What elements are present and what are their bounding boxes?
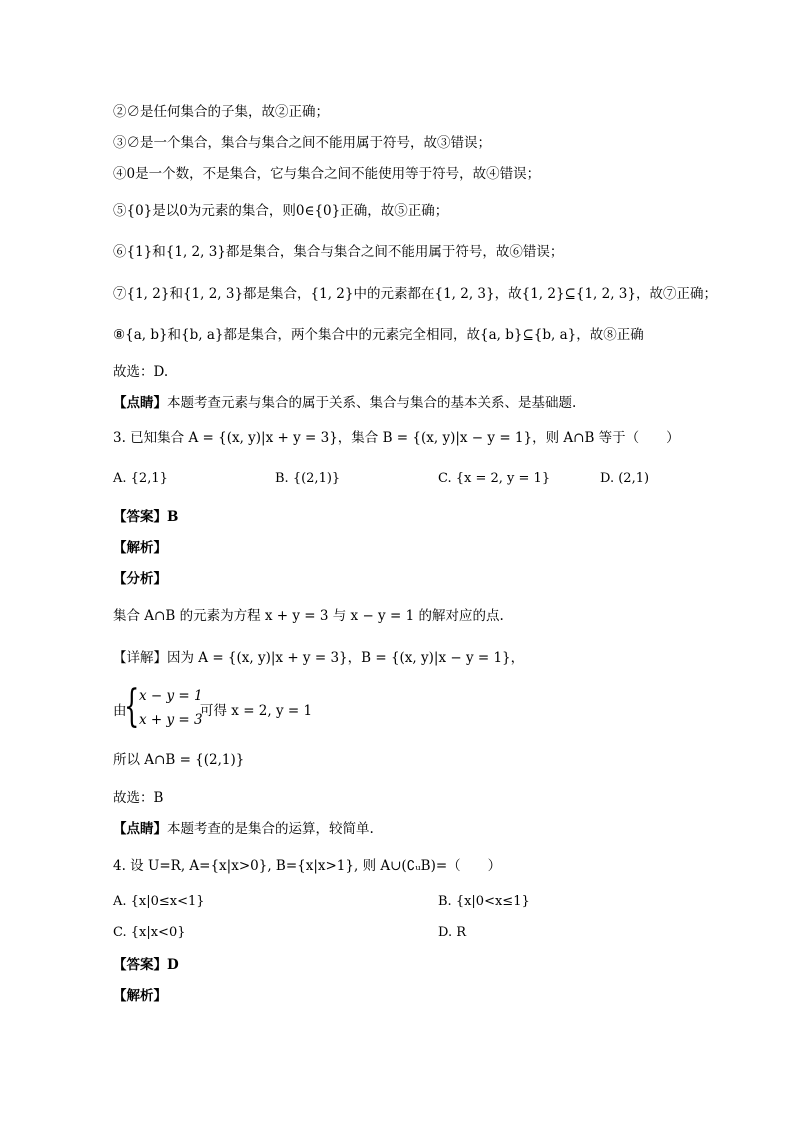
comment-tag: 【点睛】 [113, 395, 167, 411]
q4-option-c: C. {x|x<0} [113, 925, 186, 940]
comment-text-2: 本题考查的是集合的运算，较简单. [167, 821, 374, 837]
fenxi-heading: 【分析】 [113, 571, 167, 587]
solution-line-5: ⑤{0}是以0为元素的集合，则0∈{0}正确，故⑤正确； [113, 203, 449, 219]
comment-text: 本题考查元素与集合的属于关系、集合与集合的基本关系、是基础题. [167, 395, 577, 411]
analysis-heading-4: 【解析】 [113, 988, 167, 1004]
choice-b-line: 故选：B [113, 790, 164, 806]
q4-option-b: B. {x|0<x≤1} [438, 894, 530, 909]
solution-line-8: ⑧{a, b}和{b, a}都是集合，两个集合中的元素完全相同，故{a, b}⊆{b, a}，故⑧正确 [113, 327, 644, 343]
solution-line-2: ②∅是任何集合的子集，故②正确； [113, 104, 329, 120]
answer4-tag: 【答案】 [113, 957, 167, 973]
system-brace: { [124, 681, 140, 732]
system-prefix: 由 [113, 703, 127, 719]
result-line: 所以 A∩B = {(2,1)} [113, 752, 245, 768]
detail-line: 【详解】因为 A = {(x, y)|x + y = 3}，B = {(x, y)|x − y = 1}， [113, 650, 525, 666]
q3-option-b: B. {(2,1)} [275, 471, 341, 486]
question-3: 3. 已知集合 A = {(x, y)|x + y = 3}，集合 B = {(x, y)|x − y = 1}，则 A∩B 等于（ ） [113, 430, 680, 446]
fenxi-text: 集合 A∩B 的元素为方程 x + y = 3 与 x − y = 1 的解对应的点. [113, 608, 504, 624]
system-eq-1: x − y = 1 [139, 688, 203, 704]
solution-line-6: ⑥{1}和{1, 2, 3}都是集合，集合与集合之间不能用属于符号，故⑥错误； [113, 244, 564, 260]
answer-value: B [167, 509, 179, 525]
comment-line [113, 393, 576, 413]
q4-option-a: A. {x|0≤x<1} [113, 894, 205, 909]
q3-option-c: C. {x = 2, y = 1} [438, 471, 551, 486]
solution-line-7: ⑦{1, 2}和{1, 2, 3}都是集合，{1, 2}中的元素都在{1, 2, 3}，故{1, 2}⊆{1, 2, 3}，故⑦正确； [113, 286, 717, 302]
q4-option-d: D. R [438, 925, 467, 940]
comment-tag-2: 【点睛】 [113, 821, 167, 837]
system-suffix: 可得 x = 2, y = 1 [200, 703, 313, 719]
system-eq-2: x + y = 3 [139, 712, 203, 728]
answer-tag: 【答案】 [113, 509, 167, 525]
q3-option-a: A. {2,1} [113, 471, 168, 486]
solution-line-3: ③∅是一个集合，集合与集合之间不能用属于符号，故③错误； [113, 135, 491, 151]
answer-line-4 [113, 955, 179, 975]
answer4-value: D [167, 957, 179, 973]
comment-line-2 [113, 819, 374, 839]
q3-option-d: D. (2,1) [600, 471, 650, 486]
analysis-heading: 【解析】 [113, 540, 167, 556]
solution-line-4: ④0是一个数，不是集合，它与集合之间不能使用等于符号，故④错误； [113, 166, 541, 182]
answer-line-3 [113, 507, 178, 527]
question-4: 4. 设 U=R, A={x|x>0}, B={x|x>1}, 则 A∪(∁ᵤB)=（ ） [113, 858, 502, 874]
answer-choice-line: 故选：D. [113, 364, 169, 380]
